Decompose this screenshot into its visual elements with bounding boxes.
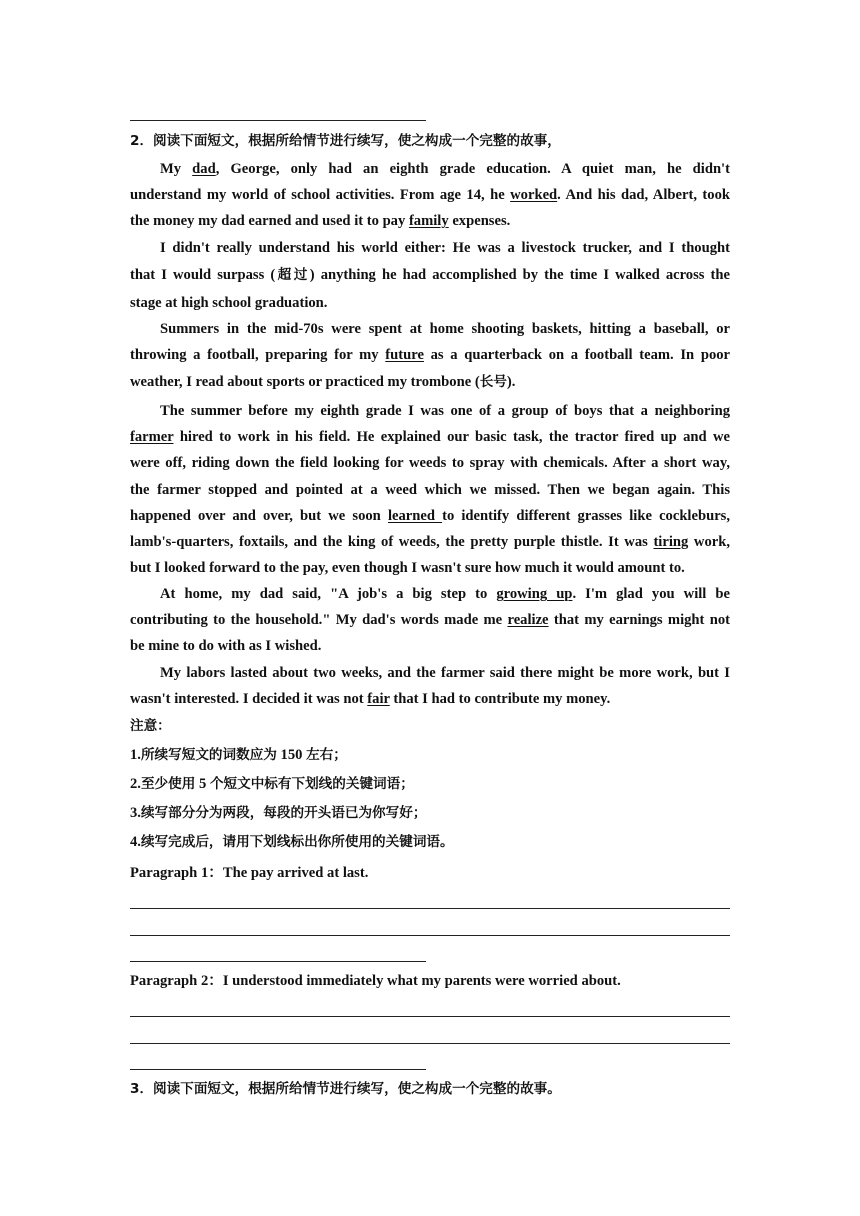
passage-line: be mine to do with as I wished. [130, 638, 322, 654]
passage-line: wasn't interested. I decided it was not fair that I had to contribute my money. [130, 691, 611, 707]
note-item: 3.续写部分分为两段，每段的开头语已为你写好； [130, 805, 427, 821]
answer-line[interactable] [130, 908, 730, 909]
notes-title: 注意： [130, 718, 171, 734]
passage-line: lamb's-quarters, foxtails, and the king of weeds, the pretty purple thistle. It was tiring work, [130, 534, 730, 550]
passage-line: The summer before my eighth grade I was one of a group of boys that a neighboring [160, 403, 730, 419]
paragraph-1-prompt: Paragraph 1：The pay arrived at last. [130, 865, 369, 881]
answer-line[interactable] [130, 1043, 730, 1044]
passage-line: that I would surpass (超过) anything he had accomplished by the time I walked across the [130, 267, 731, 283]
note-item: 1.所续写短文的词数应为 150 左右； [130, 747, 347, 763]
answer-line[interactable] [130, 1016, 730, 1017]
keyword-underlined: worked [510, 187, 558, 203]
keyword-underlined: farmer [130, 429, 174, 445]
passage-line: I didn't really understand his world either: He was a livestock trucker, and I thought [160, 240, 730, 256]
answer-line[interactable] [130, 961, 426, 962]
passage-line: the farmer stopped and pointed at a weed which we missed. Then we began again. This [130, 482, 730, 498]
keyword-underlined: growing up [496, 586, 573, 602]
keyword-underlined: fair [367, 691, 390, 707]
keyword-underlined: family [408, 213, 449, 229]
answer-line[interactable] [130, 935, 730, 936]
passage-line: My dad, George, only had an eighth grade education. A quiet man, he didn't [160, 161, 730, 177]
keyword-underlined: dad [192, 161, 216, 177]
keyword-underlined: future [385, 347, 424, 363]
passage-line: the money my dad earned and used it to pay family expenses. [130, 213, 511, 229]
paragraph-2-prompt: Paragraph 2：I understood immediately what my parents were worried about. [130, 973, 621, 989]
keyword-underlined: learned [387, 508, 443, 524]
question-3-heading: 3．阅读下面短文，根据所给情节进行续写，使之构成一个完整的故事。 [130, 1081, 561, 1097]
passage-line: My labors lasted about two weeks, and the farmer said there might be more work, but I [160, 665, 730, 681]
keyword-underlined: tiring [653, 534, 689, 550]
note-item: 4.续写完成后，请用下划线标出你所使用的关键词语。 [130, 834, 454, 850]
passage-line: Summers in the mid-70s were spent at home shooting baskets, hitting a baseball, or [160, 321, 730, 337]
passage-line: happened over and over, but we soon learned to identify different grasses like cockleburs, [130, 508, 731, 524]
passage-line: were off, riding down the field looking for weeds to spray with chemicals. After a short way, [130, 455, 730, 471]
passage-line: At home, my dad said, "A job's a big step to growing up. I'm glad you will be [160, 586, 730, 602]
passage-line: throwing a football, preparing for my future as a quarterback on a football team. In poor [130, 347, 731, 363]
passage-line: but I looked forward to the pay, even though I wasn't sure how much it would amount to. [130, 560, 685, 576]
top-divider [130, 120, 426, 121]
answer-line[interactable] [130, 1069, 426, 1070]
passage-line: stage at high school graduation. [130, 295, 328, 311]
passage-line: contributing to the household." My dad's words made me realize that my earnings might not [130, 612, 731, 628]
note-item: 2.至少使用 5 个短文中标有下划线的关键词语； [130, 776, 414, 792]
passage-line: weather, I read about sports or practiced my trombone (长号). [130, 374, 516, 390]
keyword-underlined: realize [507, 612, 549, 628]
passage-line: farmer hired to work in his field. He explained our basic task, the tractor fired up and we [130, 429, 730, 445]
passage-line: understand my world of school activities. From age 14, he worked. And his dad, Albert, took [130, 187, 730, 203]
question-2-heading: 2．阅读下面短文，根据所给情节进行续写，使之构成一个完整的故事， [130, 133, 561, 149]
